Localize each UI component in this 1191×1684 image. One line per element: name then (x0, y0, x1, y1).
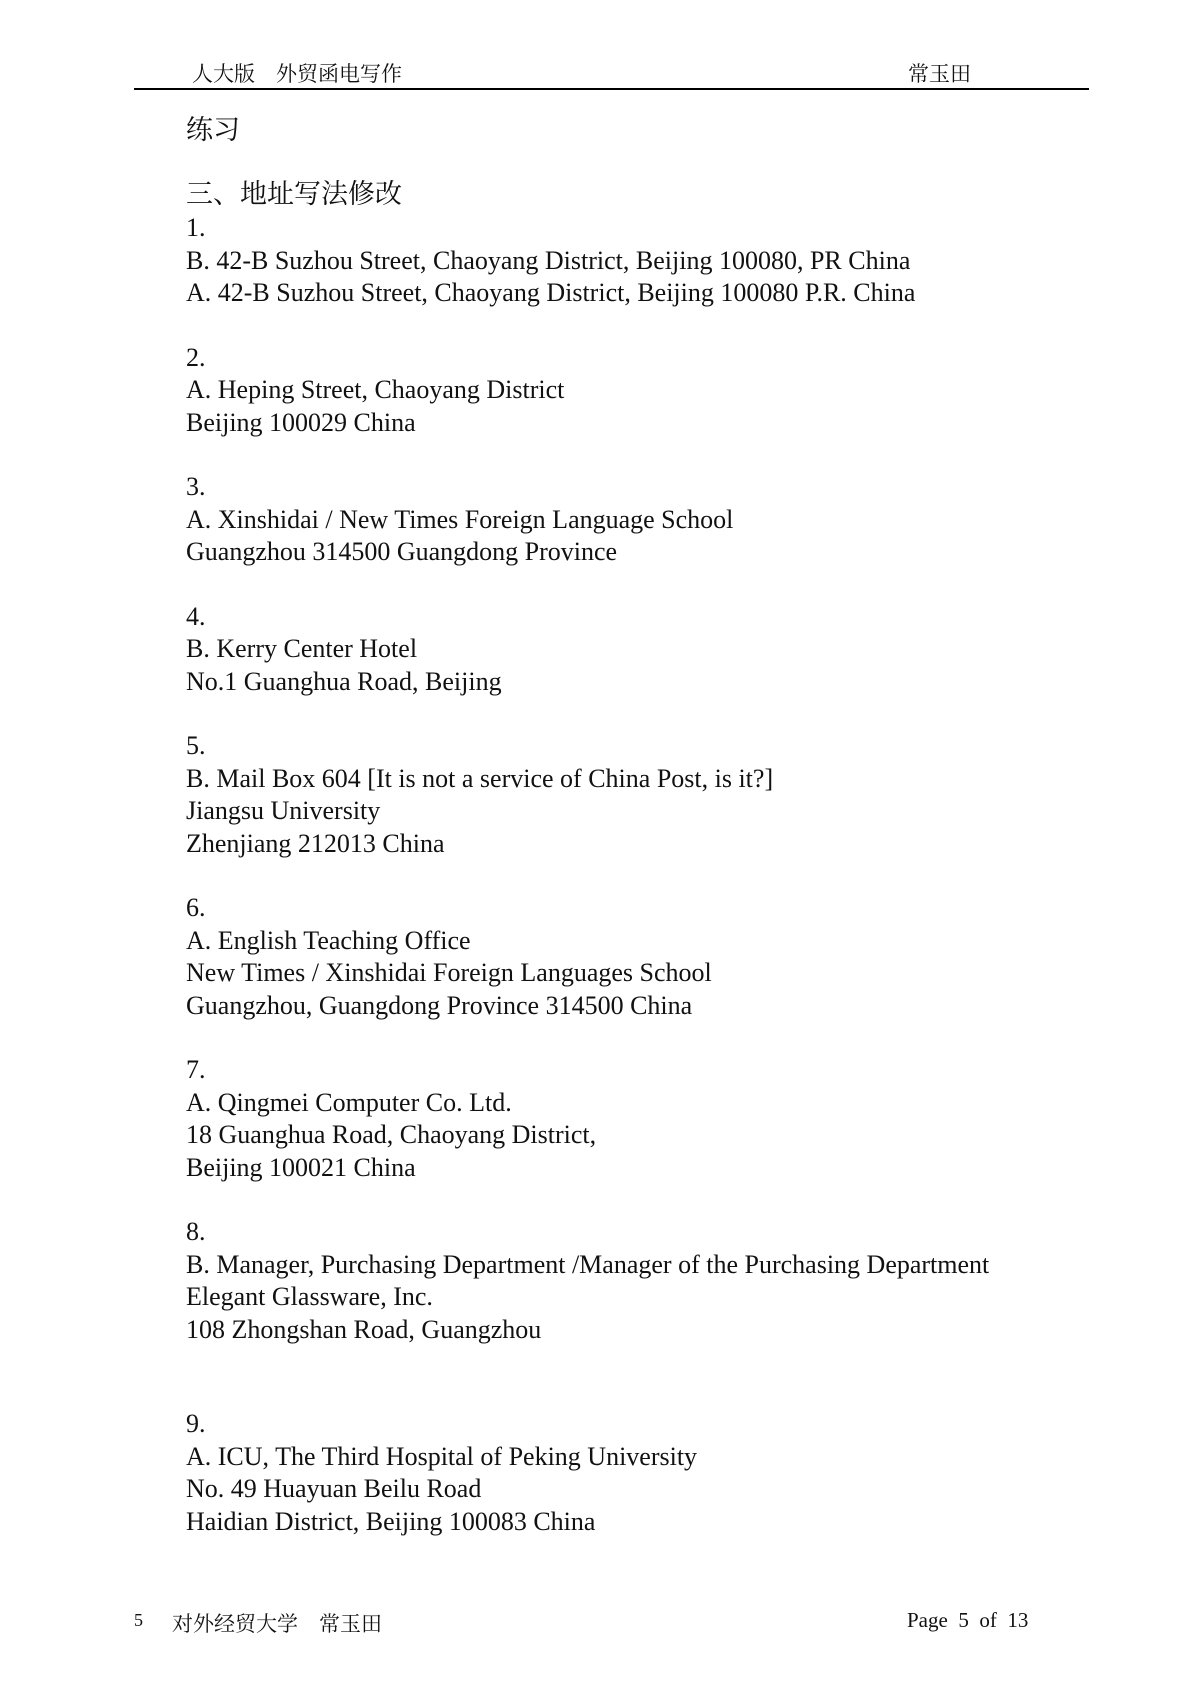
address-line: A. English Teaching Office (186, 925, 471, 955)
address-line: B. Manager, Purchasing Department /Manager of the Purchasing Department (186, 1249, 990, 1279)
address-line: 18 Guanghua Road, Chaoyang District, (186, 1120, 597, 1149)
answer-item (186, 730, 1086, 860)
address-line: Guangzhou 314500 Guangdong Province (186, 537, 618, 566)
answer-item (186, 601, 1086, 699)
page-footer (134, 1608, 1034, 1638)
section-heading: 三、地址写法修改 (186, 179, 402, 209)
address-line: Beijing 100029 China (186, 407, 416, 437)
address-line: Haidian District, Beijing 100083 China (186, 1506, 596, 1536)
answer-item (186, 342, 1086, 440)
footer-organization: 对外经贸大学 常玉田 (172, 1612, 382, 1636)
address-line: 108 Zhongshan Road, Guangzhou (186, 1314, 542, 1344)
answer-item (186, 892, 1086, 1022)
answer-number: 4. (186, 601, 206, 631)
address-line: Jiangsu University (186, 796, 381, 825)
address-line: Beijing 100021 China (186, 1152, 416, 1182)
practice-heading: 练习 (186, 115, 240, 145)
answer-number: 3. (186, 472, 206, 501)
answer-item (186, 471, 1086, 569)
address-line: A. 42-B Suzhou Street, Chaoyang District, Beijing 100080 P.R. China (186, 278, 916, 307)
address-line: A. Xinshidai / New Times Foreign Language School (186, 504, 734, 534)
answer-item (186, 1054, 1086, 1184)
header-author: 常玉田 (908, 62, 971, 86)
address-line: New Times / Xinshidai Foreign Languages School (186, 958, 712, 987)
page-header (134, 56, 1089, 90)
address-line: Zhenjiang 212013 China (186, 828, 445, 858)
address-line: A. Qingmei Computer Co. Ltd. (186, 1087, 512, 1117)
address-line: Elegant Glassware, Inc. (186, 1282, 433, 1311)
address-line: No. 49 Huayuan Beilu Road (186, 1474, 482, 1503)
address-line: Guangzhou, Guangdong Province 314500 China (186, 990, 693, 1020)
footer-page-number: 5 (134, 1610, 143, 1630)
answer-number: 1. (186, 213, 206, 242)
answer-number: 2. (186, 342, 206, 372)
page-content (186, 110, 1086, 1570)
answer-number: 5. (186, 731, 206, 760)
answer-list (186, 212, 1086, 1538)
address-line: No.1 Guanghua Road, Beijing (186, 666, 502, 696)
answer-number: 7. (186, 1055, 206, 1084)
answer-item (186, 1408, 1086, 1538)
header-book-title: 人大版 外贸函电写作 (192, 62, 402, 86)
address-line: B. Mail Box 604 [It is not a service of China Post, is it?] (186, 763, 774, 793)
address-line: B. 42-B Suzhou Street, Chaoyang District, Beijing 100080, PR China (186, 245, 911, 275)
answer-item (186, 1216, 1086, 1346)
address-line: A. Heping Street, Chaoyang District (186, 375, 565, 404)
answer-number: 9. (186, 1409, 206, 1438)
address-line: B. Kerry Center Hotel (186, 634, 418, 663)
answer-number: 8. (186, 1217, 206, 1246)
answer-number: 6. (186, 893, 206, 922)
answer-item (186, 212, 1086, 310)
address-line: A. ICU, The Third Hospital of Peking University (186, 1441, 698, 1471)
footer-pager: Page 5 of 13 (907, 1608, 1029, 1632)
